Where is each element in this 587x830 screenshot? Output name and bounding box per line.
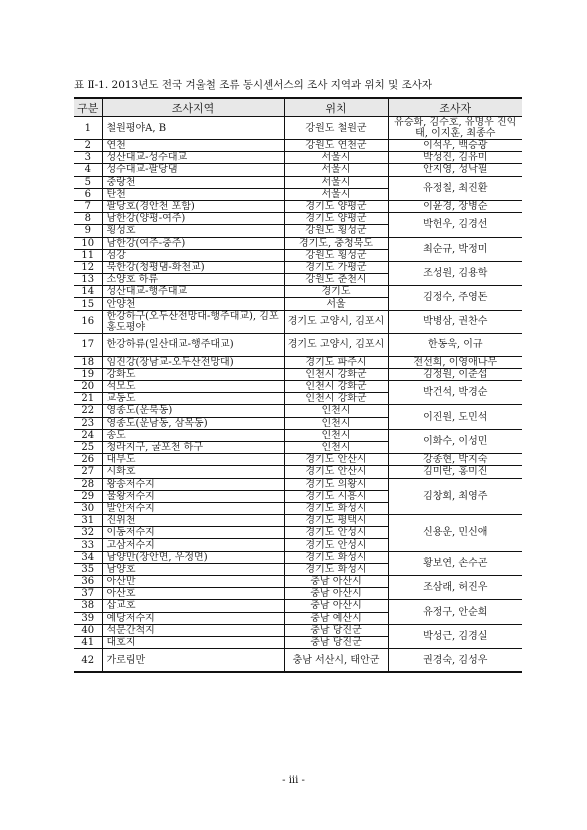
site-location: 경기도 화성시 — [284, 502, 388, 514]
investigators: 한동욱, 이규 — [388, 333, 522, 356]
site-location: 강원도 횡성군 — [284, 249, 388, 261]
row-number: 20 — [74, 381, 102, 393]
row-number: 23 — [74, 417, 102, 429]
row-number: 34 — [74, 551, 102, 563]
survey-site: 횡성호 — [102, 225, 284, 237]
survey-site: 탄천 — [102, 188, 284, 200]
header-investigators: 조사자 — [388, 98, 522, 117]
survey-site: 진위천 — [102, 515, 284, 527]
investigators: 김미란, 홍미진 — [388, 466, 522, 478]
site-location: 강원도 철원군 — [284, 117, 388, 140]
table-row — [74, 176, 522, 188]
row-number: 13 — [74, 274, 102, 286]
site-location: 경기도 고양시, 김포시 — [284, 333, 388, 356]
survey-site: 예당저수지 — [102, 612, 284, 624]
survey-site: 왕송저수지 — [102, 478, 284, 490]
row-number: 31 — [74, 515, 102, 527]
survey-site: 물왕저수지 — [102, 490, 284, 502]
row-number: 40 — [74, 624, 102, 636]
table-row — [74, 576, 522, 588]
table-row — [74, 466, 522, 478]
site-location: 강원도 횡성군 — [284, 225, 388, 237]
site-location: 서울시 — [284, 152, 388, 164]
table-row — [74, 405, 522, 417]
site-location: 인천시 — [284, 405, 388, 417]
site-location: 충남 예산시 — [284, 612, 388, 624]
investigators: 조삼래, 허진우 — [388, 576, 522, 600]
row-number: 35 — [74, 563, 102, 575]
header-site: 조사지역 — [102, 98, 284, 117]
site-location: 경기도 시흥시 — [284, 490, 388, 502]
site-location: 서울 — [284, 298, 388, 310]
survey-site: 석문간척지 — [102, 624, 284, 636]
table-row — [74, 478, 522, 490]
investigators: 김정원, 이준섭 — [388, 368, 522, 380]
table-row — [74, 152, 522, 164]
site-location: 경기도 양평군 — [284, 213, 388, 225]
site-location: 인천시 — [284, 441, 388, 453]
survey-site: 연천 — [102, 140, 284, 152]
table-row — [74, 213, 522, 225]
site-location: 경기도 가평군 — [284, 261, 388, 273]
header-location: 위치 — [284, 98, 388, 117]
survey-site: 고삼저수지 — [102, 539, 284, 551]
investigators: 최순규, 박정미 — [388, 237, 522, 261]
survey-site: 임진강(장남교-오두산전망대) — [102, 356, 284, 368]
site-location: 경기도 평택시 — [284, 515, 388, 527]
investigators: 조성원, 김용학 — [388, 261, 522, 285]
row-number: 8 — [74, 213, 102, 225]
row-number: 19 — [74, 368, 102, 380]
site-location: 충남 아산시 — [284, 600, 388, 612]
investigators: 김정수, 주영돈 — [388, 286, 522, 310]
table-row — [74, 368, 522, 380]
row-number: 11 — [74, 249, 102, 261]
investigators: 박병삼, 권찬수 — [388, 310, 522, 333]
row-number: 17 — [74, 333, 102, 356]
investigators: 신용운, 민신애 — [388, 515, 522, 552]
site-location: 충남 아산시 — [284, 576, 388, 588]
row-number: 37 — [74, 588, 102, 600]
row-number: 30 — [74, 502, 102, 514]
survey-site: 남한강(여주-충주) — [102, 237, 284, 249]
survey-site: 대호지 — [102, 636, 284, 648]
page-number: - iii - — [282, 775, 305, 786]
survey-site: 강화도 — [102, 368, 284, 380]
table-caption: 표 Ⅱ-1. 2013년도 전국 겨울철 조류 동시센서스의 조사 지역과 위치 및 조사자 — [74, 79, 432, 91]
survey-site: 발안저수지 — [102, 502, 284, 514]
row-number: 4 — [74, 164, 102, 176]
investigators: 이화수, 이성민 — [388, 429, 522, 453]
survey-site: 아산만 — [102, 576, 284, 588]
header-no: 구분 — [74, 98, 102, 117]
table-row — [74, 624, 522, 636]
investigators: 안지영, 성낙필 — [388, 164, 522, 176]
site-location: 경기도 안산시 — [284, 466, 388, 478]
site-location: 경기도 파주시 — [284, 356, 388, 368]
survey-site: 이동저수지 — [102, 527, 284, 539]
site-location: 경기도 안성시 — [284, 527, 388, 539]
row-number: 39 — [74, 612, 102, 624]
site-location: 경기도 안성시 — [284, 539, 388, 551]
table-row — [74, 515, 522, 527]
survey-site: 성수대교-팔당댐 — [102, 164, 284, 176]
survey-sites-table — [74, 97, 522, 673]
investigators: 박성근, 김경실 — [388, 624, 522, 648]
site-location: 인천시 강화군 — [284, 393, 388, 405]
survey-site: 북한강(청평댐-화천교) — [102, 261, 284, 273]
table-row — [74, 429, 522, 441]
survey-site: 시화호 — [102, 466, 284, 478]
table-row — [74, 140, 522, 152]
table-row — [74, 261, 522, 273]
row-number: 29 — [74, 490, 102, 502]
investigators: 강종현, 박지숙 — [388, 454, 522, 466]
row-number: 15 — [74, 298, 102, 310]
row-number: 6 — [74, 188, 102, 200]
row-number: 10 — [74, 237, 102, 249]
table-row — [74, 164, 522, 176]
row-number: 12 — [74, 261, 102, 273]
investigators: 이석우, 백승광 — [388, 140, 522, 152]
table-body — [74, 117, 522, 673]
site-location: 경기도 화성시 — [284, 563, 388, 575]
row-number: 33 — [74, 539, 102, 551]
row-number: 14 — [74, 286, 102, 298]
row-number: 42 — [74, 649, 102, 673]
site-location: 강원도 춘천시 — [284, 274, 388, 286]
investigators: 김창회, 최영주 — [388, 478, 522, 515]
survey-site: 철원평야A, B — [102, 117, 284, 140]
site-location: 인천시 강화군 — [284, 368, 388, 380]
survey-site: 한강하류(일산대교-행주대교) — [102, 333, 284, 356]
row-number: 18 — [74, 356, 102, 368]
site-location: 경기도 — [284, 286, 388, 298]
row-number: 9 — [74, 225, 102, 237]
investigators: 황보연, 손수곤 — [388, 551, 522, 575]
site-location: 충남 서산시, 태안군 — [284, 649, 388, 673]
investigators: 유정칠, 최진환 — [388, 176, 522, 200]
row-number: 41 — [74, 636, 102, 648]
survey-site: 남양호 — [102, 563, 284, 575]
row-number: 38 — [74, 600, 102, 612]
row-number: 2 — [74, 140, 102, 152]
table-row — [74, 200, 522, 212]
row-number: 1 — [74, 117, 102, 140]
site-location: 충남 아산시 — [284, 588, 388, 600]
investigators: 유승화, 김수호, 유명우 진익태, 이지훈, 최종수 — [388, 117, 522, 140]
survey-site: 소양호 하류 — [102, 274, 284, 286]
site-location: 강원도 연천군 — [284, 140, 388, 152]
investigators: 이윤경, 장병순 — [388, 200, 522, 212]
site-location: 충남 당진군 — [284, 624, 388, 636]
table-row — [74, 237, 522, 249]
row-number: 24 — [74, 429, 102, 441]
survey-site: 한강하구(오두산전망대-행주대교), 김포홍도평야 — [102, 310, 284, 333]
table-row — [74, 600, 522, 612]
row-number: 3 — [74, 152, 102, 164]
site-location: 경기도 안산시 — [284, 454, 388, 466]
investigators: 박헌우, 김경선 — [388, 213, 522, 237]
table-header-row — [74, 98, 522, 117]
site-location: 서울시 — [284, 188, 388, 200]
survey-site: 아산호 — [102, 588, 284, 600]
survey-site: 성산대교-성수대교 — [102, 152, 284, 164]
investigators: 유정구, 안순희 — [388, 600, 522, 624]
row-number: 36 — [74, 576, 102, 588]
site-location: 경기도 고양시, 김포시 — [284, 310, 388, 333]
survey-site: 섬강 — [102, 249, 284, 261]
site-location: 서울시 — [284, 176, 388, 188]
row-number: 25 — [74, 441, 102, 453]
site-location: 인천시 — [284, 417, 388, 429]
site-location: 충남 당진군 — [284, 636, 388, 648]
survey-site: 영종도(운북동) — [102, 405, 284, 417]
table-row — [74, 551, 522, 563]
survey-site: 송도 — [102, 429, 284, 441]
table-row — [74, 310, 522, 333]
row-number: 7 — [74, 200, 102, 212]
table-row — [74, 381, 522, 393]
survey-site: 교동도 — [102, 393, 284, 405]
survey-site: 안양천 — [102, 298, 284, 310]
site-location: 인천시 — [284, 429, 388, 441]
site-location: 서울시 — [284, 164, 388, 176]
investigators: 박성진, 김유미 — [388, 152, 522, 164]
survey-site: 팔당호(경안천 포함) — [102, 200, 284, 212]
table-row — [74, 333, 522, 356]
row-number: 27 — [74, 466, 102, 478]
investigators: 권경숙, 김성우 — [388, 649, 522, 673]
survey-site: 대부도 — [102, 454, 284, 466]
survey-site: 남양만(장안면, 우정면) — [102, 551, 284, 563]
survey-site: 영종도(운남동, 삼목동) — [102, 417, 284, 429]
site-location: 경기도 의왕시 — [284, 478, 388, 490]
row-number: 22 — [74, 405, 102, 417]
investigators: 이진원, 도민석 — [388, 405, 522, 429]
survey-site: 청라지구, 굴포천 하구 — [102, 441, 284, 453]
row-number: 28 — [74, 478, 102, 490]
survey-site: 남한강(양평-여주) — [102, 213, 284, 225]
site-location: 경기도 양평군 — [284, 200, 388, 212]
site-location: 인천시 강화군 — [284, 381, 388, 393]
table-row — [74, 649, 522, 673]
survey-site: 성산대교-행주대교 — [102, 286, 284, 298]
investigators: 전선희, 이영애나무 — [388, 356, 522, 368]
survey-site: 중랑천 — [102, 176, 284, 188]
survey-site: 석모도 — [102, 381, 284, 393]
table-row — [74, 286, 522, 298]
row-number: 5 — [74, 176, 102, 188]
survey-site: 삽교호 — [102, 600, 284, 612]
table-row — [74, 454, 522, 466]
row-number: 32 — [74, 527, 102, 539]
site-location: 경기도 화성시 — [284, 551, 388, 563]
row-number: 26 — [74, 454, 102, 466]
survey-site: 가로림만 — [102, 649, 284, 673]
site-location: 경기도, 충청북도 — [284, 237, 388, 249]
row-number: 21 — [74, 393, 102, 405]
table-row — [74, 117, 522, 140]
table-row — [74, 356, 522, 368]
row-number: 16 — [74, 310, 102, 333]
investigators: 박건석, 박경순 — [388, 381, 522, 405]
